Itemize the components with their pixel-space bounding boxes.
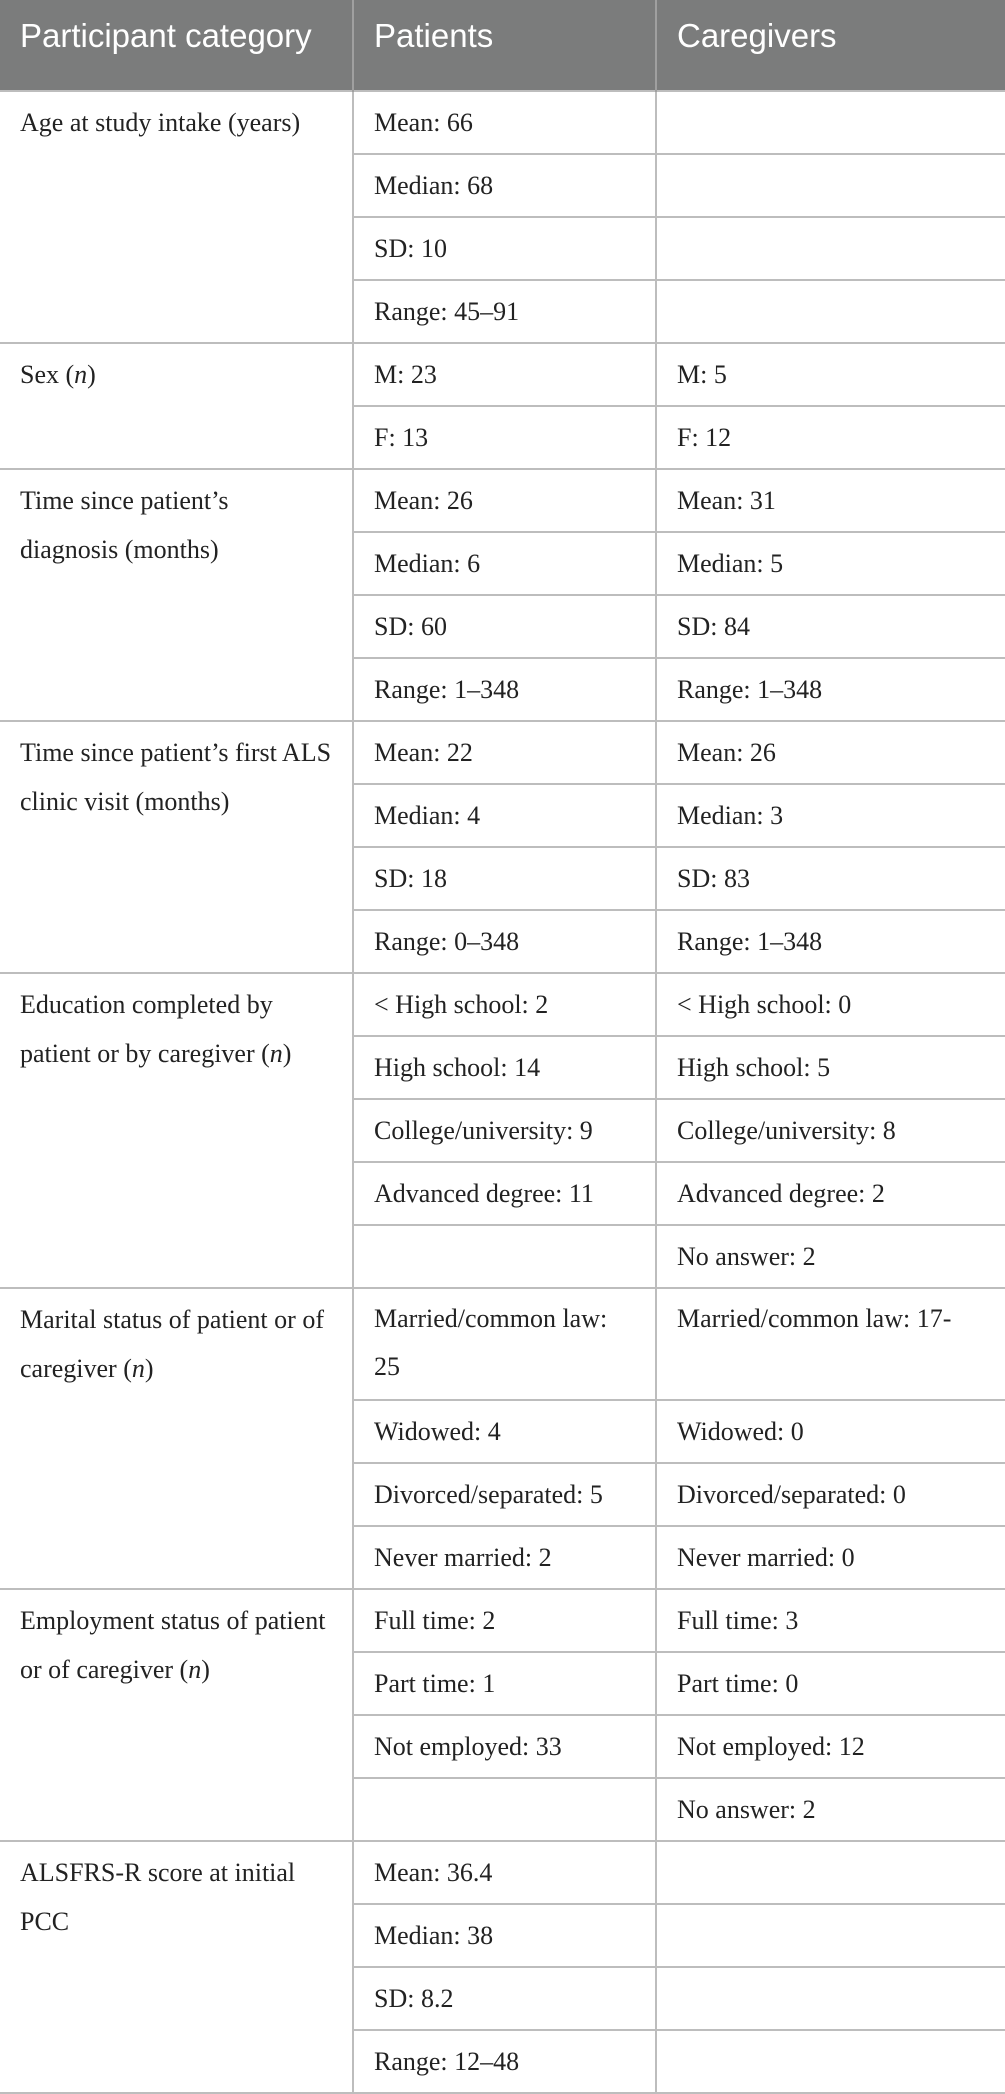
category-label: Marital status of patient or of caregiver ( <box>20 1305 324 1383</box>
patients-cell: SD: 8.2 <box>353 1967 656 2030</box>
caregivers-cell: High school: 5 <box>656 1036 1005 1099</box>
patients-cell: Mean: 22 <box>353 721 656 784</box>
patients-cell: Never married: 2 <box>353 1526 656 1589</box>
patients-cell: Range: 12–48 <box>353 2030 656 2093</box>
category-suffix: ) <box>144 1354 154 1383</box>
patients-cell: M: 23 <box>353 343 656 406</box>
caregivers-cell: SD: 84 <box>656 595 1005 658</box>
caregivers-cell <box>656 154 1005 217</box>
header-caregivers: Caregivers <box>656 0 1005 91</box>
category-cell <box>0 1841 353 2093</box>
patients-cell <box>353 1778 656 1841</box>
category-cell <box>0 1288 353 1589</box>
patients-cell: Median: 38 <box>353 1904 656 1967</box>
patients-cell: SD: 18 <box>353 847 656 910</box>
caregivers-cell <box>656 2030 1005 2093</box>
category-cell <box>0 343 353 469</box>
caregivers-cell: F: 12 <box>656 406 1005 469</box>
caregivers-cell <box>656 91 1005 154</box>
patients-cell: SD: 10 <box>353 217 656 280</box>
caregivers-cell: SD: 83 <box>656 847 1005 910</box>
caregivers-cell <box>656 1904 1005 1967</box>
patients-cell: < High school: 2 <box>353 973 656 1036</box>
caregivers-cell <box>656 1967 1005 2030</box>
caregivers-cell <box>656 217 1005 280</box>
category-label: Age at study intake (years) <box>20 108 301 137</box>
table-row <box>0 1288 1005 1400</box>
patients-cell: Range: 1–348 <box>353 658 656 721</box>
category-n-symbol: n <box>269 1039 283 1068</box>
category-cell <box>0 91 353 343</box>
caregivers-cell: Mean: 26 <box>656 721 1005 784</box>
caregivers-cell: College/university: 8 <box>656 1099 1005 1162</box>
table-row <box>0 721 1005 784</box>
table-row <box>0 1841 1005 1904</box>
category-label: Sex ( <box>20 360 75 389</box>
caregivers-cell: Median: 5 <box>656 532 1005 595</box>
category-label: Employment status of patient or of caregiver ( <box>20 1606 326 1684</box>
table-row <box>0 973 1005 1036</box>
patients-cell: Range: 0–348 <box>353 910 656 973</box>
category-label: Education completed by patient or by caregiver ( <box>20 990 273 1068</box>
patients-cell: SD: 60 <box>353 595 656 658</box>
caregivers-cell: No answer: 2 <box>656 1225 1005 1288</box>
category-cell <box>0 721 353 973</box>
caregivers-cell: Widowed: 0 <box>656 1400 1005 1463</box>
patients-cell: Widowed: 4 <box>353 1400 656 1463</box>
patients-cell: Median: 6 <box>353 532 656 595</box>
category-label: Time since patient’s first ALS clinic visit (months) <box>20 738 332 816</box>
caregivers-cell: Range: 1–348 <box>656 658 1005 721</box>
caregivers-cell: < High school: 0 <box>656 973 1005 1036</box>
patients-cell: Not employed: 33 <box>353 1715 656 1778</box>
caregivers-cell: Range: 1–348 <box>656 910 1005 973</box>
category-label: ALSFRS-R score at initial PCC <box>20 1858 296 1936</box>
patients-cell: Mean: 66 <box>353 91 656 154</box>
caregivers-cell: Never married: 0 <box>656 1526 1005 1589</box>
category-n-symbol: n <box>188 1655 202 1684</box>
caregivers-cell: Median: 3 <box>656 784 1005 847</box>
patients-cell: Married/common law: 25 <box>353 1288 656 1400</box>
caregivers-cell <box>656 1841 1005 1904</box>
category-cell <box>0 1589 353 1841</box>
table-header <box>0 0 1005 91</box>
caregivers-cell <box>656 280 1005 343</box>
caregivers-cell: Married/common law: 17- <box>656 1288 1005 1400</box>
patients-cell: Range: 45–91 <box>353 280 656 343</box>
category-n-symbol: n <box>74 360 88 389</box>
caregivers-cell: M: 5 <box>656 343 1005 406</box>
patients-cell: Mean: 36.4 <box>353 1841 656 1904</box>
patients-cell: Divorced/separated: 5 <box>353 1463 656 1526</box>
header-participant-category: Participant category <box>0 0 353 91</box>
patients-cell: Advanced degree: 11 <box>353 1162 656 1225</box>
category-n-symbol: n <box>131 1354 145 1383</box>
table-row <box>0 91 1005 154</box>
caregivers-cell: Full time: 3 <box>656 1589 1005 1652</box>
patients-cell: Full time: 2 <box>353 1589 656 1652</box>
table-body <box>0 91 1005 2093</box>
table-row <box>0 343 1005 406</box>
patients-cell: Median: 68 <box>353 154 656 217</box>
category-cell <box>0 469 353 721</box>
patients-cell: Part time: 1 <box>353 1652 656 1715</box>
category-suffix: ) <box>282 1039 292 1068</box>
caregivers-cell: Advanced degree: 2 <box>656 1162 1005 1225</box>
header-patients: Patients <box>353 0 656 91</box>
table-row <box>0 1589 1005 1652</box>
caregivers-cell: Not employed: 12 <box>656 1715 1005 1778</box>
category-label: Time since patient’s diagnosis (months) <box>20 486 229 564</box>
category-suffix: ) <box>201 1655 210 1684</box>
category-cell <box>0 973 353 1288</box>
header-row <box>0 0 1005 91</box>
patients-cell <box>353 1225 656 1288</box>
patients-cell: High school: 14 <box>353 1036 656 1099</box>
patients-cell: Median: 4 <box>353 784 656 847</box>
caregivers-cell: Divorced/separated: 0 <box>656 1463 1005 1526</box>
patients-cell: Mean: 26 <box>353 469 656 532</box>
patients-cell: College/university: 9 <box>353 1099 656 1162</box>
caregivers-cell: Part time: 0 <box>656 1652 1005 1715</box>
patients-cell: F: 13 <box>353 406 656 469</box>
table-row <box>0 469 1005 532</box>
caregivers-cell: Mean: 31 <box>656 469 1005 532</box>
category-suffix: ) <box>87 360 96 389</box>
caregivers-cell: No answer: 2 <box>656 1778 1005 1841</box>
